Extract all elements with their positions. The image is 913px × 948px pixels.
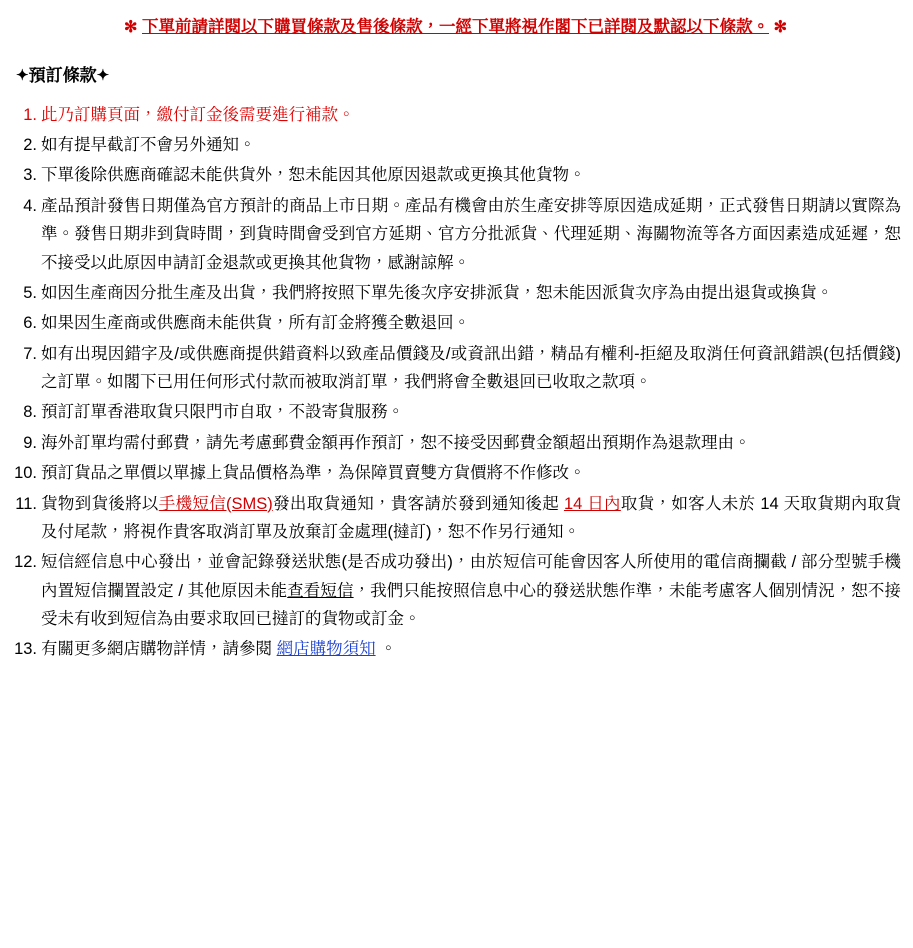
term-number: 6.: [23, 314, 37, 333]
term-text-segment: 。: [375, 640, 397, 659]
term-item: [10, 131, 901, 159]
term-number: 1.: [23, 105, 37, 124]
term-item: [10, 548, 901, 633]
term-text: [41, 548, 901, 633]
section-heading: [16, 65, 901, 87]
term-number: 12.: [14, 553, 37, 572]
term-text: 預訂訂單香港取貨只限門市自取，不設寄貨服務。: [41, 403, 404, 422]
term-number: 5.: [23, 283, 37, 302]
term-number: 13.: [14, 640, 37, 659]
terms-list: [10, 101, 901, 664]
term-item: [10, 635, 901, 663]
term-item: [10, 101, 901, 129]
term-text-segment: 取貨，如客人未於 14 天取貨期內取貨及付尾款，將視作貴客取消訂單及放棄訂金處理(撻訂)，恕不作另行通知。: [41, 494, 902, 541]
term-text-segment: 發出取貨通知，貴客請於發到通知後起: [272, 494, 564, 513]
term-item: [10, 192, 901, 277]
term-item: [10, 429, 901, 457]
term-text: 如因生產商因分批生產及出貨，我們將按照下單先後次序安排派貨，恕未能因派貨次序為由提出退貨或換貨。: [41, 283, 833, 302]
term-text: 如果因生產商或供應商未能供貨，所有訂金將獲全數退回。: [41, 314, 470, 333]
term-text: 預訂貨品之單價以單據上貨品價格為準，為保障買賣雙方貨價將不作修改。: [41, 464, 586, 483]
term-text: [41, 490, 901, 547]
term-text-segment: 貨物到貨後將以: [41, 494, 159, 513]
term-number: 3.: [23, 166, 37, 185]
term-item: [10, 309, 901, 337]
term-text: 此乃訂購頁面，繳付訂金後需要進行補款。: [41, 105, 355, 124]
shop-guide-link[interactable]: 網店購物須知: [276, 640, 376, 659]
star-right-icon: ✻: [773, 19, 787, 36]
term-text: 下單後除供應商確認未能供貨外，恕未能因其他原因退款或更換其他貨物。: [41, 166, 586, 185]
term-item: [10, 340, 901, 397]
term-text-segment: 有關更多網店購物詳情，請參閱: [41, 640, 277, 659]
term-item: [10, 490, 901, 547]
term-text-segment: ，我們只能按照信息中心的發送狀態作準，未能考慮客人個別情況，恕不接受未有收到短信為由要求取回已撻訂的貨物或訂金。: [41, 581, 902, 629]
diamond-right-icon: ✦: [96, 66, 110, 84]
term-text: [41, 635, 901, 663]
term-text: 如有提早截訂不會另外通知。: [41, 136, 256, 155]
diamond-left-icon: ✦: [16, 66, 29, 84]
term-number: 11.: [15, 494, 37, 513]
term-item: [10, 279, 901, 307]
term-number: 4.: [23, 196, 37, 215]
term-text-segment: 短信經信息中心發出，並會記錄發送狀態(是否成功發出)，由於短信可能會因客人所使用的電信商攔截 / 部分型號手機內置短信攔置設定 / 其他原因未能: [41, 553, 901, 600]
term-number: 7.: [23, 344, 37, 363]
top-notice: [10, 16, 901, 39]
term-number: 10.: [14, 464, 37, 483]
term-text: 如有出現因錯字及/或供應商提供錯資料以致產品價錢及/或資訊出錯，精品有權利-拒絕及取消任何資訊錯誤(包括價錢) 之訂單。如閣下已用任何形式付款而被取消訂單，我們將會全數退回已收取之款項。: [41, 344, 901, 392]
term-text: 海外訂單均需付郵費，請先考慮郵費金額再作預訂，恕不接受因郵費金額超出預期作為退款理由。: [41, 433, 751, 452]
term-number: 9.: [23, 433, 37, 452]
top-notice-text: 下單前請詳閱以下購買條款及售後條款，一經下單將視作閣下已詳閱及默認以下條款。: [142, 18, 769, 36]
section-title: 預訂條款: [28, 65, 97, 85]
term-emphasis-red: 14 日內: [563, 494, 621, 513]
term-number: 2.: [23, 136, 37, 155]
term-emphasis-red: 手機短信(SMS): [158, 494, 273, 513]
term-text: 產品預計發售日期僅為官方預計的商品上市日期。產品有機會由於生產安排等原因造成延期，正式發售日期請以實際為準。發售日期非到貨時間，到貨時間會受到官方延期、官方分批派貨、代理延期、海關物流等各方面因素造成延遲，恕不接受以此原因申請訂金退款或更換其他貨物，感謝諒解。: [41, 196, 901, 272]
star-left-icon: ✻: [124, 19, 138, 36]
term-item: [10, 398, 901, 426]
term-number: 8.: [23, 403, 37, 422]
term-item: [10, 459, 901, 487]
term-item: [10, 161, 901, 189]
term-emphasis: 查看短信: [287, 581, 354, 600]
